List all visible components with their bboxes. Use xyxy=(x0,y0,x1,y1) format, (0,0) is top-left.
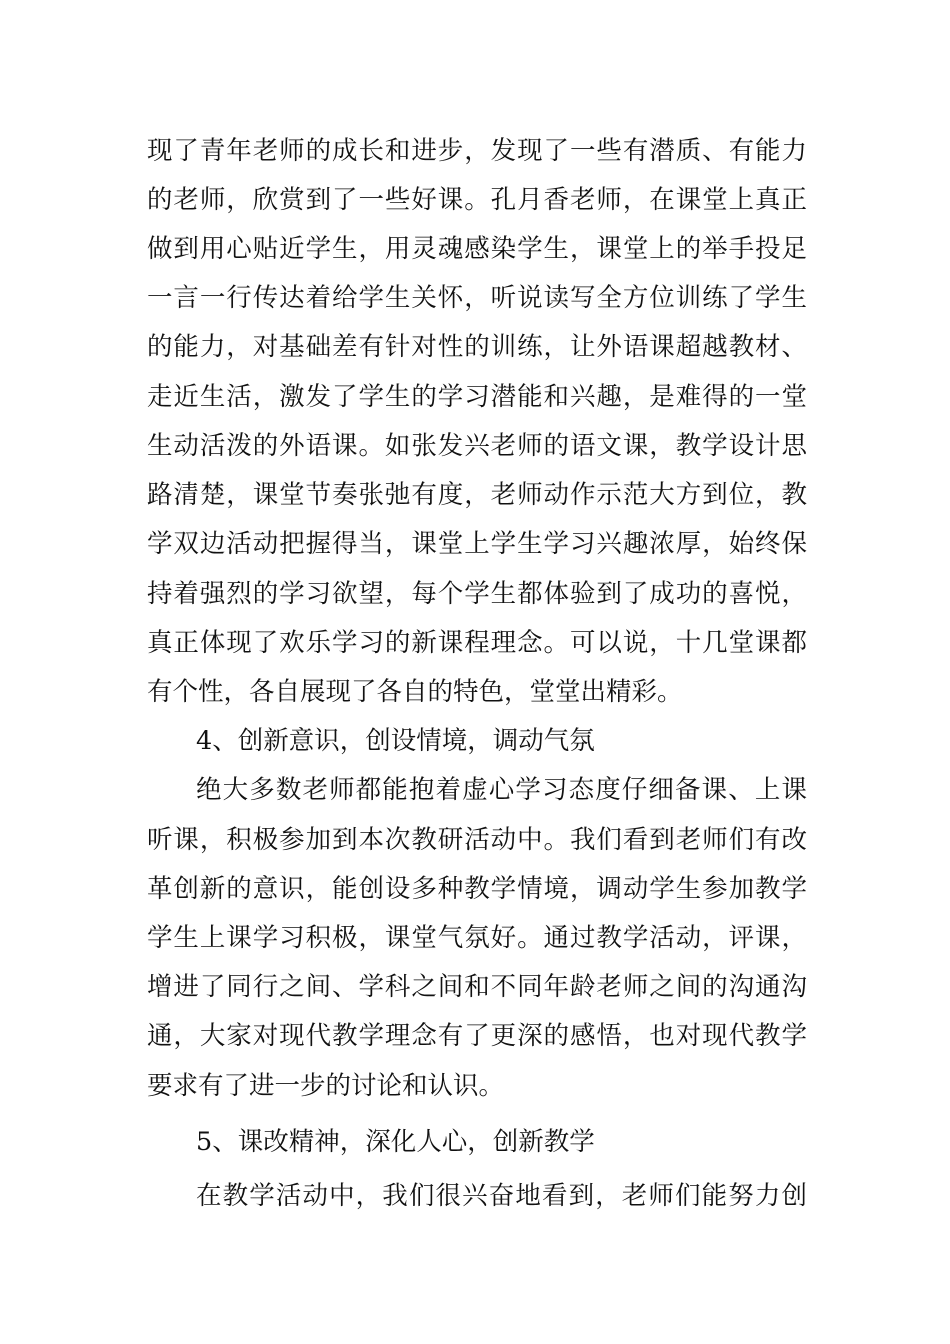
text-line: 真正体现了欢乐学习的新课程理念。可以说，十几堂课都 xyxy=(147,628,807,658)
text-line: 增进了同行之间、学科之间和不同年龄老师之间的沟通沟 xyxy=(147,972,807,1002)
text-line: 革创新的意识，能创设多种教学情境，调动学生参加教学 xyxy=(147,874,807,904)
text-line: 做到用心贴近学生，用灵魂感染学生，课堂上的举手投足 xyxy=(147,234,807,264)
text-line: 持着强烈的学习欲望，每个学生都体验到了成功的喜悦， xyxy=(147,579,807,609)
section-heading-5: 5、课改精神，深化人心，创新教学 xyxy=(196,1127,595,1157)
paragraph-first-line: 在教学活动中，我们很兴奋地看到，老师们能努力创 xyxy=(196,1181,807,1211)
text-line: 听课，积极参加到本次教研活动中。我们看到老师们有改 xyxy=(147,825,807,855)
text-line: 现了青年老师的成长和进步，发现了一些有潜质、有能力 xyxy=(147,136,807,166)
paragraph-end-line: 有个性，各自展现了各自的特色，堂堂出精彩。 xyxy=(147,677,683,707)
paragraph-end-line: 要求有了进一步的讨论和认识。 xyxy=(147,1071,505,1101)
text-line: 通，大家对现代教学理念有了更深的感悟，也对现代教学 xyxy=(147,1021,807,1051)
text-line: 走近生活，激发了学生的学习潜能和兴趣，是难得的一堂 xyxy=(147,382,807,412)
paragraph-first-line: 绝大多数老师都能抱着虚心学习态度仔细备课、上课 xyxy=(196,775,807,805)
text-line: 一言一行传达着给学生关怀，听说读写全方位训练了学生 xyxy=(147,283,807,313)
text-line: 的能力，对基础差有针对性的训练，让外语课超越教材、 xyxy=(147,332,807,362)
text-line: 学生上课学习积极，课堂气氛好。通过教学活动，评课， xyxy=(147,923,807,953)
text-line: 的老师，欣赏到了一些好课。孔月香老师，在课堂上真正 xyxy=(147,185,807,215)
text-line: 生动活泼的外语课。如张发兴老师的语文课，教学设计思 xyxy=(147,431,807,461)
text-line: 路清楚，课堂节奏张弛有度，老师动作示范大方到位，教 xyxy=(147,480,807,510)
section-heading-4: 4、创新意识，创设情境，调动气氛 xyxy=(196,726,595,756)
text-line: 学双边活动把握得当，课堂上学生学习兴趣浓厚，始终保 xyxy=(147,529,807,559)
